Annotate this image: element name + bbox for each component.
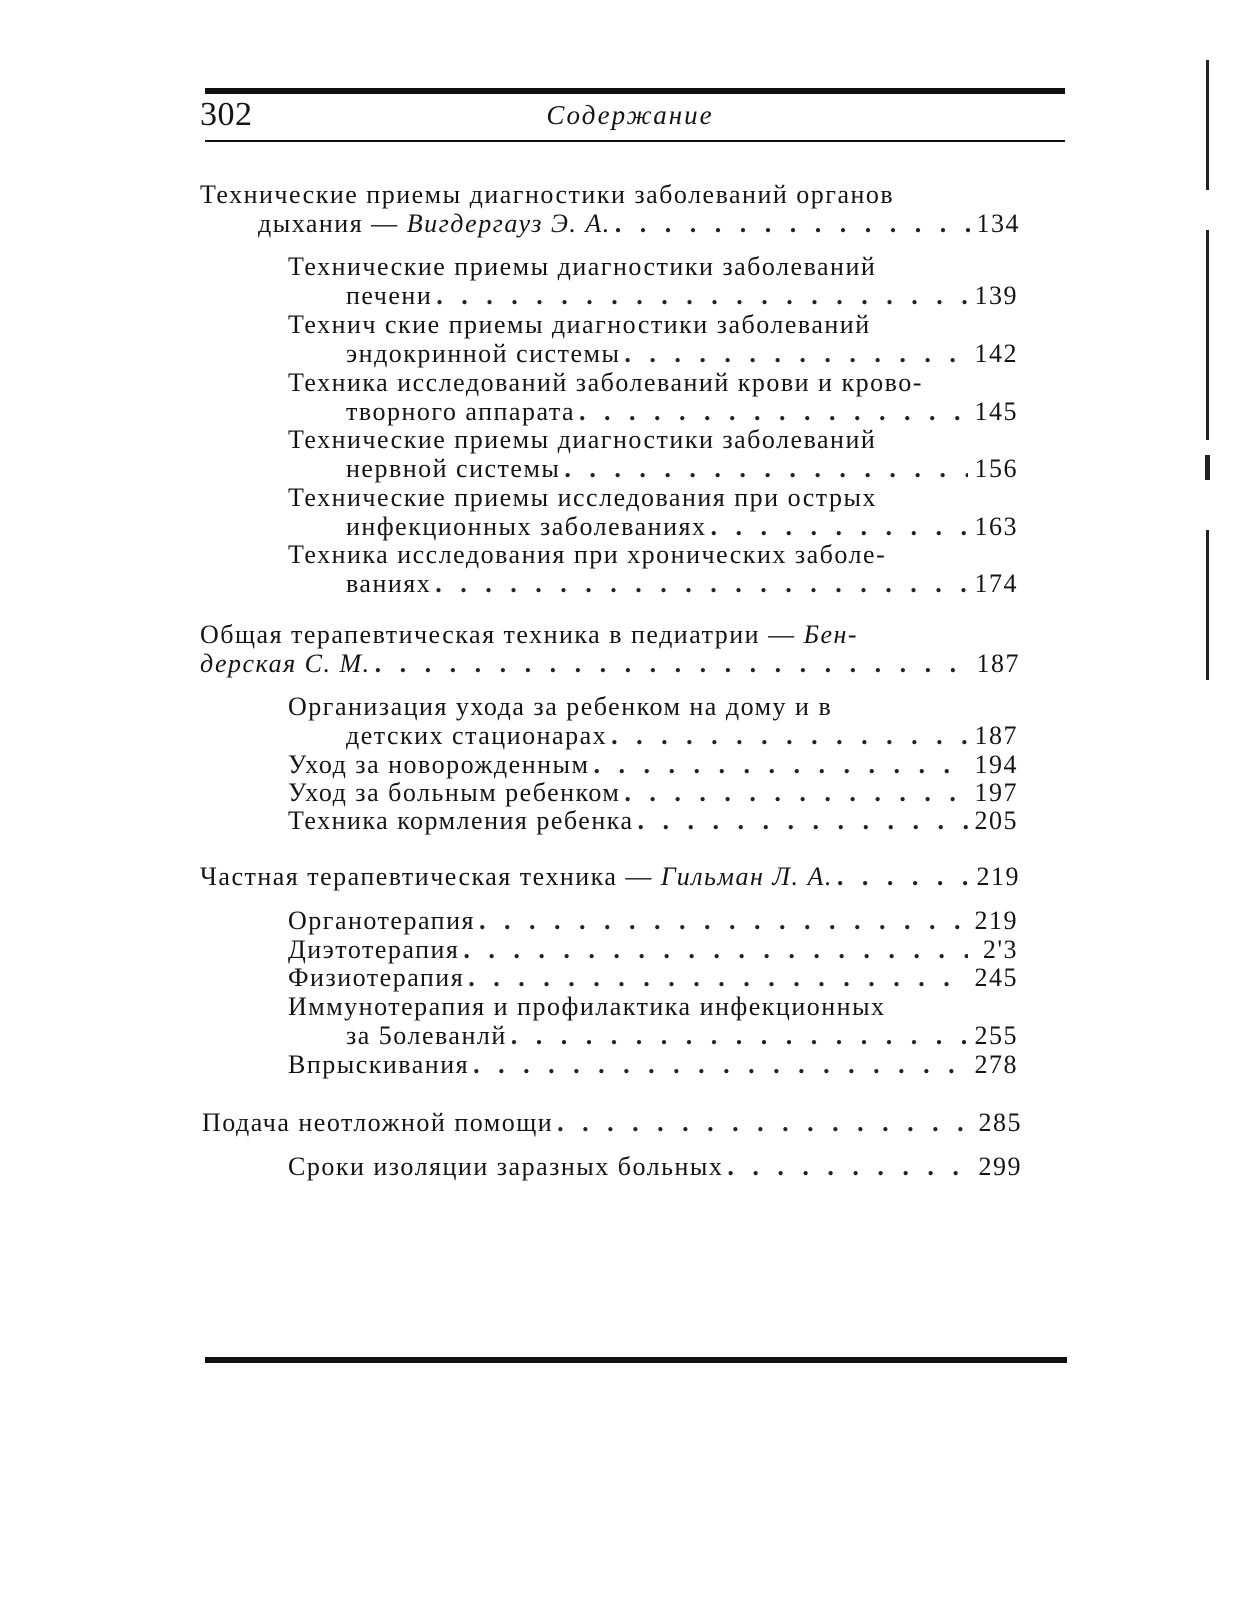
toc-item-title-line1: Техника исследований заболеваний крови и крово- [288, 368, 923, 397]
binding-mark-decoration [1206, 60, 1210, 680]
toc-item-title-line2: нервной системы [346, 454, 561, 483]
toc-item-page: 205 [974, 806, 1018, 835]
dot-leader [624, 339, 968, 368]
toc-item-title-line1: Технич ские приемы диагностики заболеваний [288, 310, 871, 339]
toc-item-page: 142 [974, 339, 1018, 368]
toc-section-3-author: Гильман Л. А. [660, 862, 833, 891]
page-number: 302 [200, 96, 253, 133]
toc-item[interactable] [288, 252, 1018, 310]
toc-item-title: Органотерапия [288, 906, 475, 935]
toc-item-title-line2: творного аппарата [346, 397, 576, 426]
toc-item[interactable] [288, 963, 1018, 992]
toc-item-page: 2'3 [982, 935, 1018, 964]
toc-item-title-line1: Технические приемы диагностики заболеваний [288, 252, 877, 281]
dot-leader [638, 806, 968, 835]
toc-item-title: Сроки изоляции заразных больных [288, 1152, 724, 1181]
header-top-rule [205, 88, 1065, 94]
toc-item-page: 187 [974, 721, 1018, 750]
toc-item-page: 255 [974, 1021, 1018, 1050]
toc-item-page: 156 [974, 454, 1018, 483]
dot-leader [436, 281, 968, 310]
toc-item[interactable] [288, 310, 1018, 368]
toc-section-1[interactable] [200, 180, 1020, 238]
dot-leader [593, 750, 968, 779]
dot-leader [511, 1021, 968, 1050]
toc-item[interactable] [288, 992, 1018, 1050]
running-title: Содержание [546, 100, 714, 130]
dot-leader [837, 862, 970, 891]
toc-item-title-line2: инфекционных заболеваниях [346, 512, 707, 541]
dot-leader [375, 649, 970, 678]
toc-section-1-author: Вигдергауз Э. А. [406, 209, 611, 238]
toc-item-title-line1: Организация ухода за ребенком на дому и в [288, 692, 833, 721]
toc-item[interactable] [288, 540, 1018, 598]
toc-item-page: 299 [978, 1152, 1022, 1181]
toc-item-title: Уход за новорожденным [288, 750, 590, 779]
dot-leader [624, 778, 968, 807]
toc-item-title: Диэтотерапия [288, 935, 460, 964]
toc-section-4[interactable] [202, 1108, 1022, 1137]
toc-item[interactable] [288, 483, 1018, 541]
dot-leader [435, 569, 968, 598]
toc-item-title-line2: ваниях [346, 569, 432, 598]
toc-item-page: 278 [974, 1050, 1018, 1079]
toc-section-4-title: Подача неотложной помощи [202, 1108, 554, 1137]
toc-item-title: Техника кормления ребенка [288, 806, 634, 835]
toc-section-2[interactable] [200, 620, 1020, 678]
toc-item-title-line1: Технические приемы исследования при острых [288, 483, 877, 512]
dot-leader [710, 512, 968, 541]
dot-leader [615, 209, 970, 238]
dot-leader [727, 1152, 972, 1181]
toc-item[interactable] [288, 806, 1018, 835]
toc-section-2-author-part1: Бен- [803, 620, 859, 649]
toc-item-page: 197 [974, 778, 1018, 807]
toc-item-title-line2: печени [346, 281, 433, 310]
toc-item-page: 139 [974, 281, 1018, 310]
toc-item-page: 145 [974, 397, 1018, 426]
toc-section-1-title-line2: дыхания — [258, 209, 399, 238]
toc-item-page: 174 [974, 569, 1018, 598]
toc-item[interactable] [288, 906, 1018, 935]
toc-item-title-line2: детских стационарах [346, 721, 608, 750]
toc-item-page: 194 [974, 750, 1018, 779]
toc-section-1-title-line1: Технические приемы диагностики заболеваний органов [200, 180, 895, 209]
header-bottom-rule [205, 140, 1065, 142]
toc-section-3[interactable] [200, 862, 1020, 891]
toc-section-2-page: 187 [976, 649, 1020, 678]
toc-item-page: 245 [974, 963, 1018, 992]
toc-section-2-author-part2: дерская С. М. [200, 649, 371, 678]
toc-item-title-line2: эндокринной системы [346, 339, 621, 368]
toc-item-page: 163 [974, 512, 1018, 541]
toc-item-title-line1: Технические приемы диагностики заболеваний [288, 425, 877, 454]
toc-section-2-title-line1: Общая терапевтическая техника в педиатрии — [200, 620, 796, 649]
toc-item-title: Впрыскивания [288, 1050, 470, 1079]
dot-leader [463, 935, 968, 964]
toc-section-3-page: 219 [976, 862, 1020, 891]
toc-item-title-line1: Техника исследования при хронических заболе- [288, 540, 887, 569]
toc-item-title-line2: за 5олеванлй [346, 1021, 507, 1050]
dot-leader [468, 963, 968, 992]
toc-item[interactable] [288, 1050, 1018, 1079]
toc-item[interactable] [288, 750, 1018, 779]
toc-item[interactable] [288, 692, 1018, 750]
toc-item[interactable] [288, 935, 1018, 964]
toc-item-page: 219 [974, 906, 1018, 935]
footer-rule [205, 1357, 1067, 1363]
toc-item[interactable] [288, 778, 1018, 807]
toc-item[interactable] [288, 1152, 1022, 1181]
dot-leader [479, 906, 968, 935]
toc-item[interactable] [288, 368, 1018, 426]
toc-item[interactable] [288, 425, 1018, 483]
toc-section-3-title: Частная терапевтическая техника — [200, 862, 653, 891]
dot-leader [579, 397, 968, 426]
toc-item-title-line1: Иммунотерапия и профилактика инфекционных [288, 992, 886, 1021]
dot-leader [473, 1050, 968, 1079]
dot-leader [611, 721, 968, 750]
toc-section-4-page: 285 [978, 1108, 1022, 1137]
toc-section-1-page: 134 [976, 209, 1020, 238]
dot-leader [557, 1108, 972, 1137]
toc-item-title: Физиотерапия [288, 963, 465, 992]
toc-item-title: Уход за больным ребенком [288, 778, 621, 807]
dot-leader [564, 454, 968, 483]
